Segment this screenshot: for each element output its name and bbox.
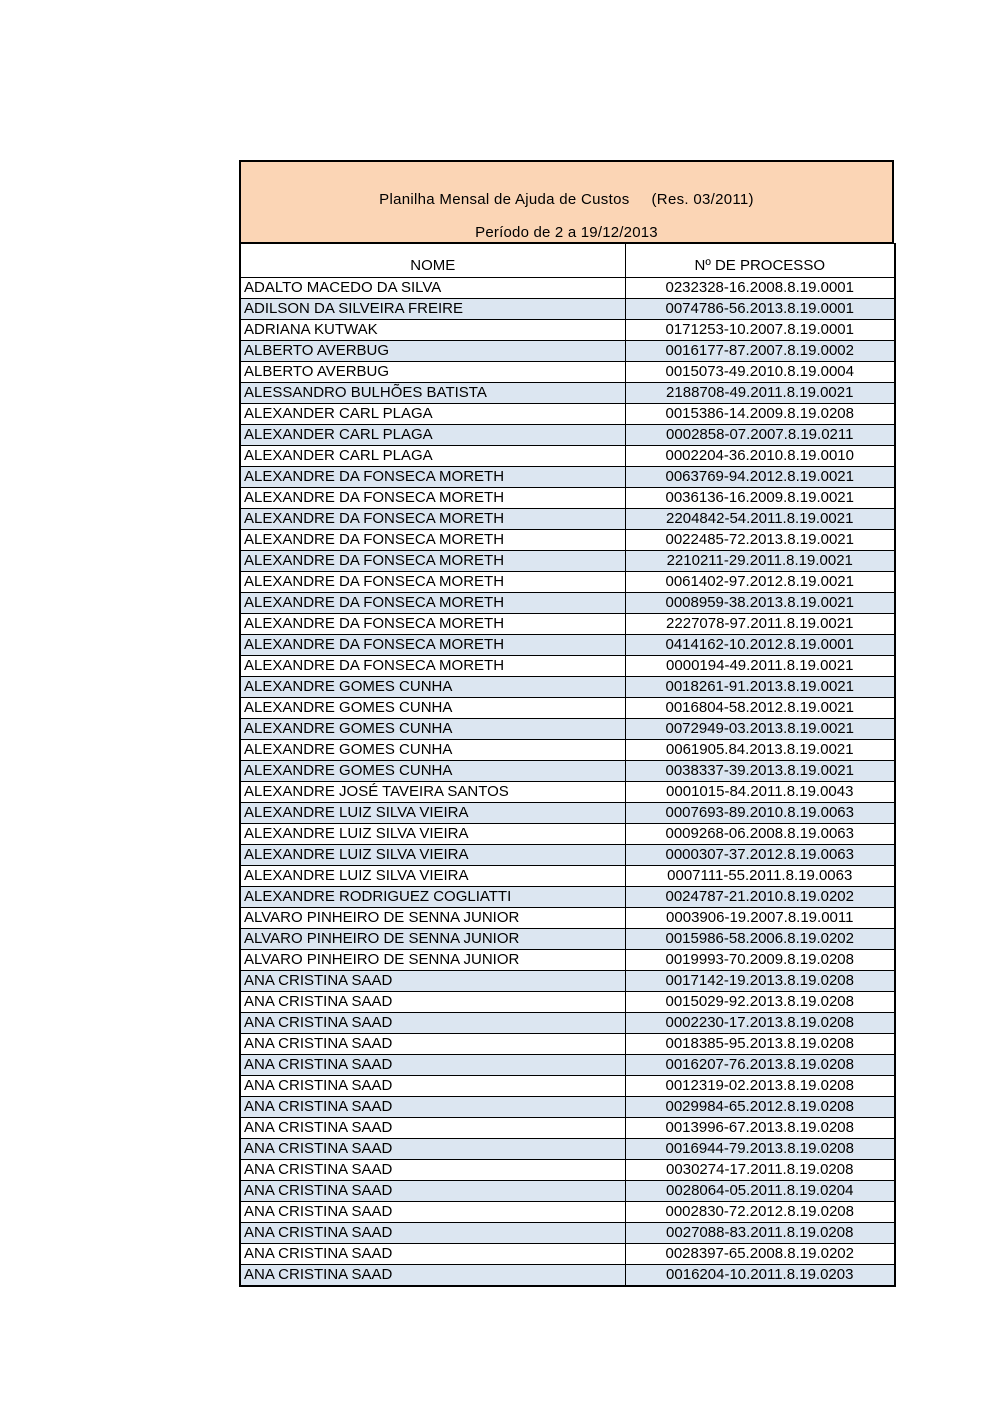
table-row bbox=[240, 761, 895, 782]
cell-process-number: 0016804-58.2012.8.19.0021 bbox=[625, 698, 895, 719]
cell-name: ALEXANDRE GOMES CUNHA bbox=[240, 761, 625, 782]
cell-process-number: 0002830-72.2012.8.19.0208 bbox=[625, 1202, 895, 1223]
table-row bbox=[240, 1181, 895, 1202]
cell-process-number: 0013996-67.2013.8.19.0208 bbox=[625, 1118, 895, 1139]
cell-process-number: 0016177-87.2007.8.19.0002 bbox=[625, 341, 895, 362]
cell-name: ALESSANDRO BULHÕES BATISTA bbox=[240, 383, 625, 404]
table-row bbox=[240, 845, 895, 866]
cell-process-number: 0028064-05.2011.8.19.0204 bbox=[625, 1181, 895, 1202]
table-body bbox=[240, 278, 895, 1287]
cell-name: ALEXANDRE RODRIGUEZ COGLIATTI bbox=[240, 887, 625, 908]
cell-process-number: 2210211-29.2011.8.19.0021 bbox=[625, 551, 895, 572]
cell-name: ALEXANDRE DA FONSECA MORETH bbox=[240, 509, 625, 530]
cell-process-number: 0171253-10.2007.8.19.0001 bbox=[625, 320, 895, 341]
table-row bbox=[240, 509, 895, 530]
table-row bbox=[240, 782, 895, 803]
cell-name: ALEXANDRE GOMES CUNHA bbox=[240, 740, 625, 761]
cell-name: ALEXANDRE LUIZ SILVA VIEIRA bbox=[240, 824, 625, 845]
cell-name: ALVARO PINHEIRO DE SENNA JUNIOR bbox=[240, 908, 625, 929]
cell-process-number: 0027088-83.2011.8.19.0208 bbox=[625, 1223, 895, 1244]
cell-process-number: 0015073-49.2010.8.19.0004 bbox=[625, 362, 895, 383]
cell-name: ADILSON DA SILVEIRA FREIRE bbox=[240, 299, 625, 320]
period-label: Período de 2 a 19/12/2013 bbox=[475, 224, 658, 241]
cell-process-number: 2227078-97.2011.8.19.0021 bbox=[625, 614, 895, 635]
table-row bbox=[240, 1139, 895, 1160]
resolution-reference: (Res. 03/2011) bbox=[651, 191, 754, 208]
table-row bbox=[240, 593, 895, 614]
table-row bbox=[240, 803, 895, 824]
cell-name: ALEXANDRE GOMES CUNHA bbox=[240, 719, 625, 740]
cell-name: ADRIANA KUTWAK bbox=[240, 320, 625, 341]
table-row bbox=[240, 320, 895, 341]
cell-process-number: 0074786-56.2013.8.19.0001 bbox=[625, 299, 895, 320]
table-row bbox=[240, 719, 895, 740]
cell-name: ALEXANDRE GOMES CUNHA bbox=[240, 677, 625, 698]
cell-process-number: 0001015-84.2011.8.19.0043 bbox=[625, 782, 895, 803]
table-row bbox=[240, 425, 895, 446]
cell-name: ANA CRISTINA SAAD bbox=[240, 1055, 625, 1076]
cell-process-number: 0232328-16.2008.8.19.0001 bbox=[625, 278, 895, 299]
table-row bbox=[240, 383, 895, 404]
cell-process-number: 0038337-39.2013.8.19.0021 bbox=[625, 761, 895, 782]
table-row bbox=[240, 467, 895, 488]
cell-name: ANA CRISTINA SAAD bbox=[240, 1139, 625, 1160]
column-header-name: NOME bbox=[240, 244, 625, 278]
table-row bbox=[240, 341, 895, 362]
cell-name: ANA CRISTINA SAAD bbox=[240, 1118, 625, 1139]
sheet-title-line bbox=[241, 191, 892, 208]
spreadsheet bbox=[239, 160, 894, 1287]
cell-name: ALEXANDER CARL PLAGA bbox=[240, 425, 625, 446]
cell-process-number: 0015029-92.2013.8.19.0208 bbox=[625, 992, 895, 1013]
cell-name: ALBERTO AVERBUG bbox=[240, 341, 625, 362]
cell-process-number: 0003906-19.2007.8.19.0011 bbox=[625, 908, 895, 929]
cell-name: ALEXANDER CARL PLAGA bbox=[240, 404, 625, 425]
table-row bbox=[240, 614, 895, 635]
cell-name: ALEXANDER CARL PLAGA bbox=[240, 446, 625, 467]
table-row bbox=[240, 1055, 895, 1076]
table-row bbox=[240, 824, 895, 845]
table-row bbox=[240, 530, 895, 551]
table-row bbox=[240, 278, 895, 299]
cell-process-number: 2188708-49.2011.8.19.0021 bbox=[625, 383, 895, 404]
cell-name: ALEXANDRE LUIZ SILVA VIEIRA bbox=[240, 803, 625, 824]
table-row bbox=[240, 362, 895, 383]
table-header-row bbox=[240, 244, 895, 278]
cell-name: ANA CRISTINA SAAD bbox=[240, 1265, 625, 1287]
cell-process-number: 2204842-54.2011.8.19.0021 bbox=[625, 509, 895, 530]
cell-name: ALEXANDRE DA FONSECA MORETH bbox=[240, 530, 625, 551]
table-row bbox=[240, 866, 895, 887]
table-row bbox=[240, 299, 895, 320]
cell-process-number: 0002204-36.2010.8.19.0010 bbox=[625, 446, 895, 467]
cell-name: ALVARO PINHEIRO DE SENNA JUNIOR bbox=[240, 929, 625, 950]
table-row bbox=[240, 1034, 895, 1055]
cell-process-number: 0002858-07.2007.8.19.0211 bbox=[625, 425, 895, 446]
table-row bbox=[240, 1223, 895, 1244]
cell-process-number: 0022485-72.2013.8.19.0021 bbox=[625, 530, 895, 551]
cell-process-number: 0063769-94.2012.8.19.0021 bbox=[625, 467, 895, 488]
table-row bbox=[240, 551, 895, 572]
cell-process-number: 0016204-10.2011.8.19.0203 bbox=[625, 1265, 895, 1287]
cell-process-number: 0008959-38.2013.8.19.0021 bbox=[625, 593, 895, 614]
cell-name: ALEXANDRE DA FONSECA MORETH bbox=[240, 656, 625, 677]
cell-process-number: 0028397-65.2008.8.19.0202 bbox=[625, 1244, 895, 1265]
table-row bbox=[240, 740, 895, 761]
sheet-title: Planilha Mensal de Ajuda de Custos bbox=[379, 191, 630, 208]
cell-name: ALEXANDRE LUIZ SILVA VIEIRA bbox=[240, 845, 625, 866]
process-table bbox=[239, 243, 896, 1287]
table-row bbox=[240, 1265, 895, 1287]
table-row bbox=[240, 698, 895, 719]
cell-name: ALEXANDRE DA FONSECA MORETH bbox=[240, 635, 625, 656]
table-row bbox=[240, 488, 895, 509]
table-row bbox=[240, 929, 895, 950]
table-row bbox=[240, 1202, 895, 1223]
cell-name: ANA CRISTINA SAAD bbox=[240, 1034, 625, 1055]
cell-process-number: 0016944-79.2013.8.19.0208 bbox=[625, 1139, 895, 1160]
cell-name: ANA CRISTINA SAAD bbox=[240, 992, 625, 1013]
table-row bbox=[240, 950, 895, 971]
cell-name: ALEXANDRE GOMES CUNHA bbox=[240, 698, 625, 719]
cell-process-number: 0061905.84.2013.8.19.0021 bbox=[625, 740, 895, 761]
cell-name: ALEXANDRE DA FONSECA MORETH bbox=[240, 551, 625, 572]
cell-process-number: 0007111-55.2011.8.19.0063 bbox=[625, 866, 895, 887]
cell-name: ANA CRISTINA SAAD bbox=[240, 1076, 625, 1097]
table-row bbox=[240, 1118, 895, 1139]
table-row bbox=[240, 908, 895, 929]
cell-name: ADALTO MACEDO DA SILVA bbox=[240, 278, 625, 299]
cell-process-number: 0000307-37.2012.8.19.0063 bbox=[625, 845, 895, 866]
cell-name: ANA CRISTINA SAAD bbox=[240, 1160, 625, 1181]
cell-name: ANA CRISTINA SAAD bbox=[240, 1181, 625, 1202]
cell-process-number: 0024787-21.2010.8.19.0202 bbox=[625, 887, 895, 908]
table-row bbox=[240, 1076, 895, 1097]
cell-process-number: 0000194-49.2011.8.19.0021 bbox=[625, 656, 895, 677]
table-row bbox=[240, 1097, 895, 1118]
cell-process-number: 0029984-65.2012.8.19.0208 bbox=[625, 1097, 895, 1118]
cell-name: ALEXANDRE DA FONSECA MORETH bbox=[240, 593, 625, 614]
cell-process-number: 0019993-70.2009.8.19.0208 bbox=[625, 950, 895, 971]
cell-process-number: 0018261-91.2013.8.19.0021 bbox=[625, 677, 895, 698]
cell-name: ALEXANDRE DA FONSECA MORETH bbox=[240, 467, 625, 488]
table-row bbox=[240, 1160, 895, 1181]
cell-name: ALEXANDRE JOSÉ TAVEIRA SANTOS bbox=[240, 782, 625, 803]
cell-name: ANA CRISTINA SAAD bbox=[240, 1223, 625, 1244]
cell-name: ANA CRISTINA SAAD bbox=[240, 1013, 625, 1034]
cell-process-number: 0015386-14.2009.8.19.0208 bbox=[625, 404, 895, 425]
table-row bbox=[240, 1013, 895, 1034]
cell-name: ALEXANDRE DA FONSECA MORETH bbox=[240, 614, 625, 635]
cell-name: ALEXANDRE DA FONSECA MORETH bbox=[240, 488, 625, 509]
table-row bbox=[240, 635, 895, 656]
table-row bbox=[240, 887, 895, 908]
cell-process-number: 0015986-58.2006.8.19.0202 bbox=[625, 929, 895, 950]
table-row bbox=[240, 572, 895, 593]
cell-process-number: 0016207-76.2013.8.19.0208 bbox=[625, 1055, 895, 1076]
table-row bbox=[240, 1244, 895, 1265]
table-row bbox=[240, 971, 895, 992]
cell-name: ALVARO PINHEIRO DE SENNA JUNIOR bbox=[240, 950, 625, 971]
cell-process-number: 0030274-17.2011.8.19.0208 bbox=[625, 1160, 895, 1181]
column-header-process: Nº DE PROCESSO bbox=[625, 244, 895, 278]
cell-process-number: 0414162-10.2012.8.19.0001 bbox=[625, 635, 895, 656]
table-row bbox=[240, 404, 895, 425]
cell-name: ANA CRISTINA SAAD bbox=[240, 1202, 625, 1223]
table-row bbox=[240, 656, 895, 677]
cell-name: ALEXANDRE LUIZ SILVA VIEIRA bbox=[240, 866, 625, 887]
cell-name: ANA CRISTINA SAAD bbox=[240, 1244, 625, 1265]
cell-process-number: 0002230-17.2013.8.19.0208 bbox=[625, 1013, 895, 1034]
table-row bbox=[240, 446, 895, 467]
sheet-header bbox=[239, 160, 894, 244]
cell-process-number: 0017142-19.2013.8.19.0208 bbox=[625, 971, 895, 992]
cell-name: ANA CRISTINA SAAD bbox=[240, 971, 625, 992]
cell-name: ALBERTO AVERBUG bbox=[240, 362, 625, 383]
cell-name: ANA CRISTINA SAAD bbox=[240, 1097, 625, 1118]
cell-process-number: 0018385-95.2013.8.19.0208 bbox=[625, 1034, 895, 1055]
cell-process-number: 0036136-16.2009.8.19.0021 bbox=[625, 488, 895, 509]
cell-process-number: 0072949-03.2013.8.19.0021 bbox=[625, 719, 895, 740]
table-row bbox=[240, 992, 895, 1013]
cell-process-number: 0007693-89.2010.8.19.0063 bbox=[625, 803, 895, 824]
cell-process-number: 0009268-06.2008.8.19.0063 bbox=[625, 824, 895, 845]
cell-process-number: 0061402-97.2012.8.19.0021 bbox=[625, 572, 895, 593]
cell-process-number: 0012319-02.2013.8.19.0208 bbox=[625, 1076, 895, 1097]
table-row bbox=[240, 677, 895, 698]
cell-name: ALEXANDRE DA FONSECA MORETH bbox=[240, 572, 625, 593]
